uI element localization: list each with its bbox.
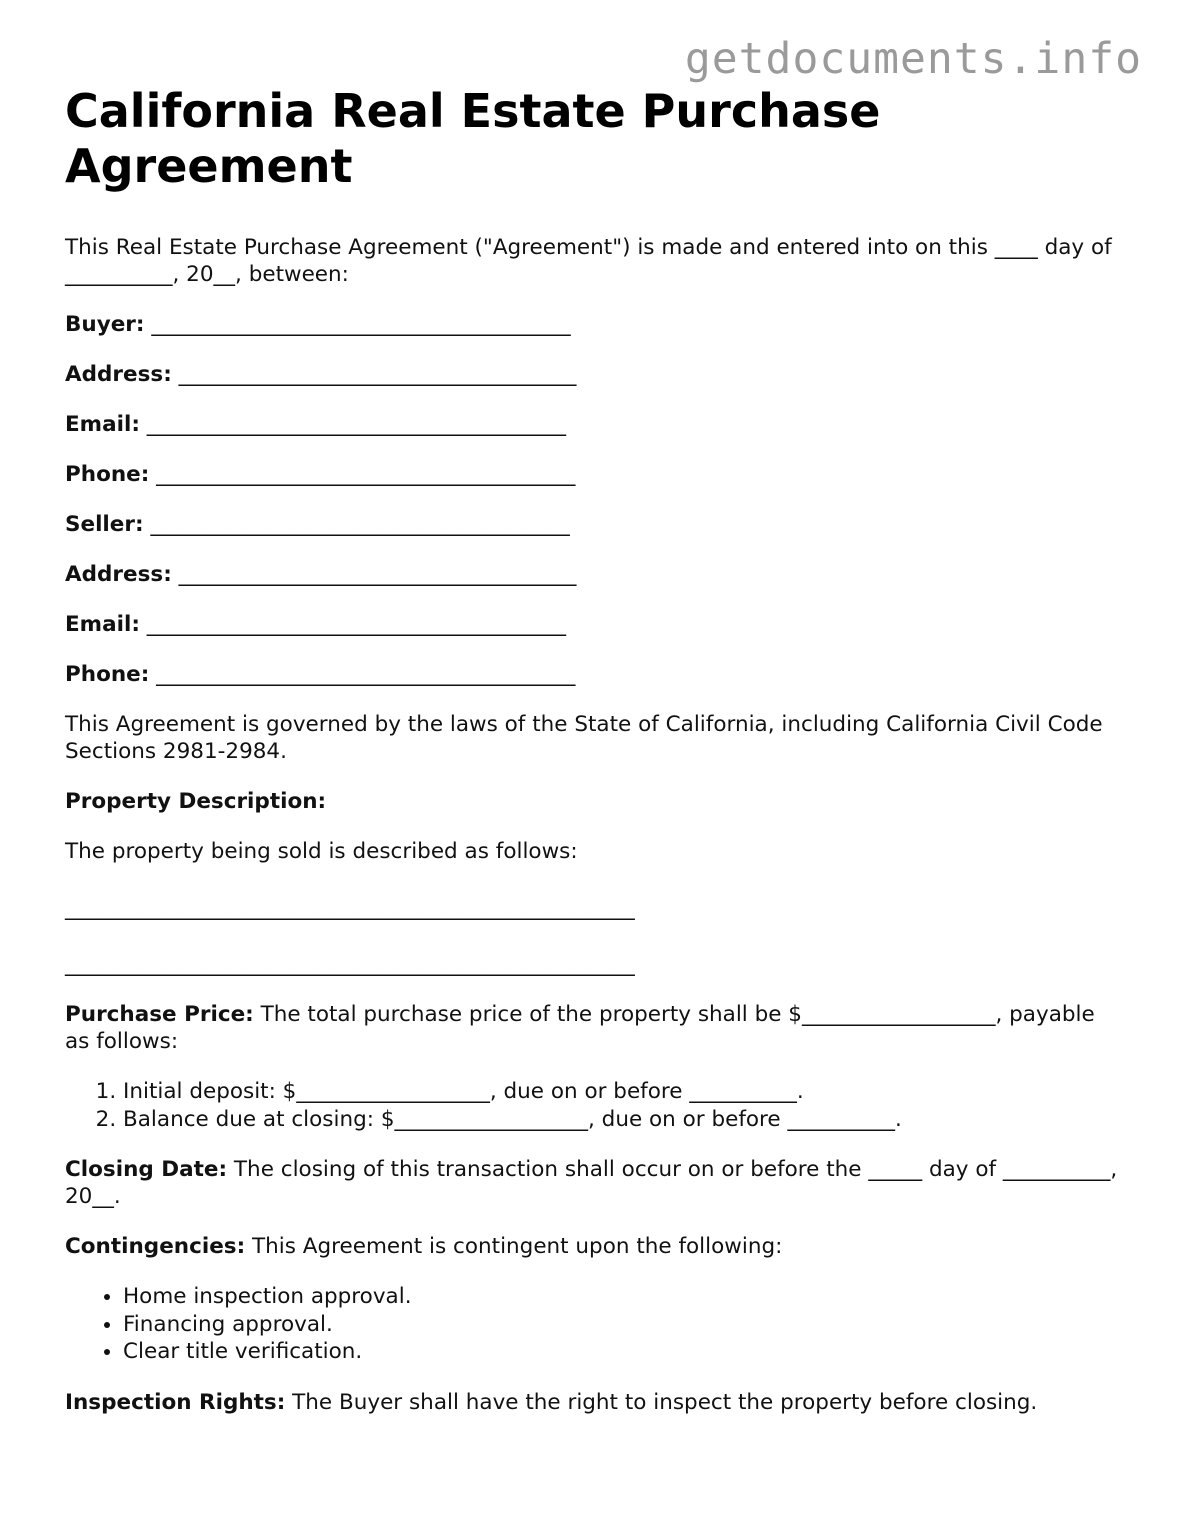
field-blank[interactable]: _______________________________________ <box>146 412 567 437</box>
contingencies-list <box>65 1283 1125 1366</box>
seller-email-field[interactable] <box>65 611 1125 638</box>
contingencies-label: Contingencies: <box>65 1234 246 1259</box>
field-blank[interactable]: _______________________________________ <box>151 312 571 337</box>
document-page <box>65 84 1125 1416</box>
field-label: Seller: <box>65 512 144 537</box>
field-label: Address: <box>65 362 172 387</box>
governing-law-paragraph: This Agreement is governed by the laws of the State of California, including California Civil Code Sections 2981-2984. <box>65 712 1103 764</box>
purchase-price-label: Purchase Price: <box>65 1002 254 1027</box>
field-blank[interactable]: _______________________________________ <box>156 462 576 487</box>
field-label: Email: <box>65 412 140 437</box>
field-label: Buyer: <box>65 312 145 337</box>
property-description-line-2[interactable]: _____________________________________________________ <box>65 952 635 977</box>
field-blank[interactable]: _______________________________________ <box>150 512 570 537</box>
list-item: 2. Balance due at closing: $__________________, due on or before __________. <box>123 1106 1125 1134</box>
field-blank[interactable]: _____________________________________ <box>178 562 577 587</box>
closing-date-label: Closing Date: <box>65 1157 228 1182</box>
seller-field[interactable] <box>65 511 1125 538</box>
buyer-field[interactable] <box>65 311 1125 338</box>
contingencies-paragraph <box>65 1233 1125 1260</box>
contingencies-text: This Agreement is contingent upon the following: <box>245 1234 783 1259</box>
purchase-price-paragraph <box>65 1001 1125 1055</box>
property-description-heading: Property Description: <box>65 789 327 814</box>
party-fields <box>65 311 1125 688</box>
buyer-phone-field[interactable] <box>65 461 1125 488</box>
buyer-address-field[interactable] <box>65 361 1125 388</box>
list-item: • Home inspection approval. <box>123 1283 1125 1311</box>
property-description-line-1[interactable]: _____________________________________________________ <box>65 896 635 921</box>
inspection-rights-label: Inspection Rights: <box>65 1389 286 1415</box>
watermark: getdocuments.info <box>684 34 1142 84</box>
intro-paragraph: This Real Estate Purchase Agreement ("Agreement") is made and entered into on this ____ day of __________, 20__, between: <box>65 235 1112 287</box>
list-item: 1. Initial deposit: $__________________, due on or before __________. <box>123 1078 1125 1106</box>
inspection-rights-text: The Buyer shall have the right to inspect the property before closing. <box>285 1389 1038 1415</box>
seller-phone-field[interactable] <box>65 661 1125 688</box>
field-blank[interactable]: _______________________________________ <box>156 662 576 687</box>
list-item: • Clear title verification. <box>123 1338 1125 1366</box>
purchase-price-text: The total purchase price of the property shall be $__________________, payable as follows: <box>65 1002 1095 1054</box>
list-item: • Financing approval. <box>123 1311 1125 1339</box>
field-blank[interactable]: _______________________________________ <box>146 612 567 637</box>
closing-date-paragraph <box>65 1156 1125 1210</box>
field-label: Phone: <box>65 462 150 487</box>
property-description-text: The property being sold is described as follows: <box>65 839 578 864</box>
seller-address-field[interactable] <box>65 561 1125 588</box>
field-label: Address: <box>65 562 172 587</box>
document-title: California Real Estate Purchase Agreement <box>65 84 881 193</box>
field-label: Phone: <box>65 662 150 687</box>
closing-date-text: The closing of this transaction shall occur on or before the _____ day of __________, 20__. <box>65 1157 1118 1209</box>
payment-list <box>65 1078 1125 1133</box>
field-label: Email: <box>65 612 140 637</box>
inspection-rights-paragraph <box>65 1389 1125 1416</box>
field-blank[interactable]: _____________________________________ <box>178 362 577 387</box>
buyer-email-field[interactable] <box>65 411 1125 438</box>
